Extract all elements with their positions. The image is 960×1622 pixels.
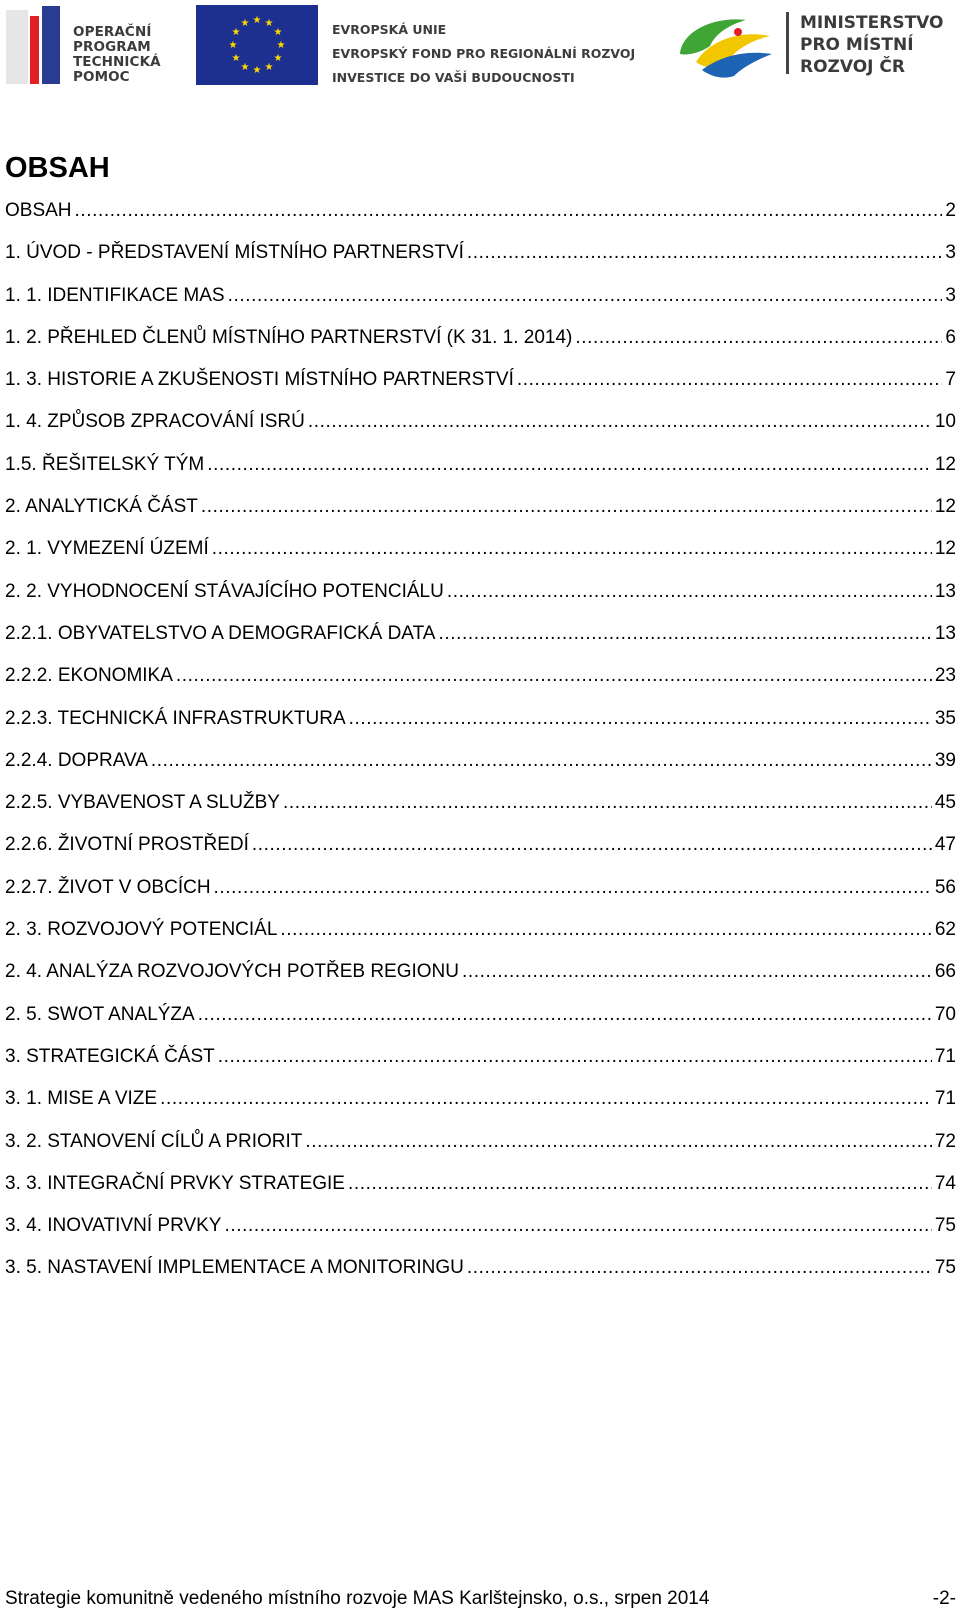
toc-entry-page: 3 — [945, 284, 956, 306]
toc-dot-leader — [283, 792, 932, 814]
svg-text:★: ★ — [264, 18, 274, 29]
svg-text:★: ★ — [231, 53, 241, 64]
toc-entry-page: 62 — [934, 919, 956, 941]
toc-entry[interactable] — [5, 1173, 956, 1215]
toc-entry[interactable] — [5, 200, 956, 242]
op-logo-line: PROGRAM — [73, 39, 151, 55]
toc-entry[interactable] — [5, 834, 956, 876]
eu-line: EVROPSKÝ FOND PRO REGIONÁLNÍ ROZVOJ — [332, 46, 636, 61]
ministry-text — [800, 12, 960, 78]
toc-entry-label: 1. 3. HISTORIE A ZKUŠENOSTI MÍSTNÍHO PARTNERSTVÍ — [5, 369, 514, 391]
svg-text:★: ★ — [240, 62, 250, 73]
toc-entry-page: 75 — [934, 1257, 956, 1279]
toc-dot-leader — [160, 1088, 932, 1110]
toc-entry-label: 2.2.3. TECHNICKÁ INFRASTRUKTURA — [5, 707, 346, 729]
toc-dot-leader — [75, 200, 943, 222]
eu-line: EVROPSKÁ UNIE — [332, 22, 447, 37]
toc-dot-leader — [438, 623, 931, 645]
eu-line: INVESTICE DO VAŠÍ BUDOUCNOSTI — [332, 70, 575, 85]
svg-text:★: ★ — [264, 62, 274, 73]
toc-dot-leader — [212, 538, 932, 560]
toc-entry[interactable] — [5, 877, 956, 919]
toc-entry-page: 71 — [934, 1088, 956, 1110]
toc-entry[interactable] — [5, 581, 956, 623]
toc-entry-page: 23 — [934, 665, 956, 687]
op-logo-line: OPERAČNÍ — [73, 24, 152, 40]
toc-dot-leader — [198, 1004, 932, 1026]
op-logo-line: TECHNICKÁ — [73, 54, 161, 70]
toc-entry-page: 72 — [934, 1130, 956, 1152]
toc-entry-label: 2. 4. ANALÝZA ROZVOJOVÝCH POTŘEB REGIONU — [5, 961, 459, 983]
toc-entry-page: 13 — [934, 622, 956, 644]
toc-entry-page: 3 — [945, 242, 956, 264]
toc-entry-page: 2 — [945, 200, 956, 221]
toc-entry-page: 66 — [934, 961, 956, 983]
toc-entry-page: 56 — [934, 876, 956, 898]
toc-entry-label: 2.2.4. DOPRAVA — [5, 749, 148, 771]
toc-entry-page: 75 — [934, 1215, 956, 1237]
toc-entry-label: 3. 3. INTEGRAČNÍ PRVKY STRATEGIE — [5, 1172, 345, 1194]
toc-entry-label: 2.2.6. ŽIVOTNÍ PROSTŘEDÍ — [5, 834, 249, 856]
toc-entry[interactable] — [5, 285, 956, 327]
toc-entry-label: 1. 1. IDENTIFIKACE MAS — [5, 284, 225, 306]
toc-entry-label: 2. 5. SWOT ANALÝZA — [5, 1003, 195, 1025]
toc-entry-page: 39 — [934, 749, 956, 771]
toc-entry-label: 2. 2. VYHODNOCENÍ STÁVAJÍCÍHO POTENCIÁLU — [5, 580, 444, 602]
toc-dot-leader — [575, 327, 942, 349]
toc-entry-page: 12 — [934, 453, 956, 475]
toc-entry-page: 71 — [934, 1045, 956, 1067]
toc-entry-label: 2. ANALYTICKÁ ČÁST — [5, 496, 198, 518]
toc-entry[interactable] — [5, 327, 956, 369]
ministry-line: PRO MÍSTNÍ — [800, 35, 914, 55]
toc-entry[interactable] — [5, 792, 956, 834]
toc-entry-page: 7 — [945, 369, 956, 391]
toc-dot-leader — [348, 1173, 932, 1195]
eu-fund-text — [332, 18, 642, 90]
toc-entry[interactable] — [5, 538, 956, 580]
svg-text:★: ★ — [252, 15, 262, 26]
toc-entry[interactable] — [5, 919, 956, 961]
toc-dot-leader — [218, 1046, 932, 1068]
toc-entry[interactable] — [5, 1257, 956, 1299]
toc-entry-page: 13 — [934, 580, 956, 602]
toc-list — [5, 200, 956, 1300]
toc-entry-page: 12 — [934, 496, 956, 518]
toc-dot-leader — [305, 1131, 931, 1153]
toc-entry[interactable] — [5, 411, 956, 453]
ministry-divider — [786, 12, 789, 74]
footer-page-number: -2- — [932, 1588, 956, 1609]
ministry-logo-icon — [676, 10, 774, 80]
toc-entry-label: OBSAH — [5, 200, 72, 221]
op-logo-text — [73, 25, 183, 85]
toc-entry-page: 10 — [934, 411, 956, 433]
toc-entry[interactable] — [5, 1004, 956, 1046]
toc-entry-page: 35 — [934, 707, 956, 729]
toc-entry-label: 2.2.7. ŽIVOT V OBCÍCH — [5, 876, 211, 898]
toc-dot-leader — [308, 411, 932, 433]
op-logo-line: POMOC — [73, 69, 130, 85]
toc-dot-leader — [201, 496, 932, 518]
toc-dot-leader — [467, 242, 943, 264]
toc-dot-leader — [176, 665, 932, 687]
toc-entry[interactable] — [5, 242, 956, 284]
logo-bar — [0, 0, 960, 100]
toc-entry[interactable] — [5, 665, 956, 707]
toc-entry-page: 45 — [934, 792, 956, 814]
toc-dot-leader — [462, 961, 932, 983]
toc-entry-label: 2.2.1. OBYVATELSTVO A DEMOGRAFICKÁ DATA — [5, 622, 436, 644]
toc-entry-label: 3. 1. MISE A VIZE — [5, 1088, 158, 1110]
svg-text:★: ★ — [273, 27, 283, 38]
toc-dot-leader — [447, 581, 932, 603]
toc-title: OBSAH — [5, 152, 110, 184]
toc-entry-label: 2.2.2. EKONOMIKA — [5, 665, 173, 687]
toc-entry-label: 2.2.5. VYBAVENOST A SLUŽBY — [5, 792, 280, 814]
svg-text:★: ★ — [240, 18, 250, 29]
footer-text: Strategie komunitně vedeného místního rozvoje MAS Karlštejnsko, o.s., srpen 2014 — [5, 1588, 710, 1609]
ministry-line: MINISTERSTVO — [800, 13, 944, 33]
toc-entry-label: 3. STRATEGICKÁ ČÁST — [5, 1045, 215, 1067]
toc-dot-leader — [467, 1257, 932, 1279]
svg-text:★: ★ — [228, 40, 238, 51]
svg-text:★: ★ — [276, 40, 286, 51]
toc-entry-label: 1. ÚVOD - PŘEDSTAVENÍ MÍSTNÍHO PARTNERSTVÍ — [5, 242, 464, 264]
svg-text:★: ★ — [252, 65, 262, 76]
op-logo-graphic — [6, 6, 62, 86]
toc-entry-page: 70 — [934, 1003, 956, 1025]
eu-flag-icon — [196, 5, 318, 85]
toc-dot-leader — [228, 285, 943, 307]
toc-entry-label: 1. 4. ZPŮSOB ZPRACOVÁNÍ ISRÚ — [5, 411, 305, 433]
toc-entry-page: 74 — [934, 1172, 956, 1194]
toc-entry[interactable] — [5, 496, 956, 538]
toc-entry-label: 3. 4. INOVATIVNÍ PRVKY — [5, 1215, 222, 1237]
toc-entry-label: 1. 2. PŘEHLED ČLENŮ MÍSTNÍHO PARTNERSTVÍ (K 31. 1. 2014) — [5, 326, 573, 348]
toc-entry-page: 12 — [934, 538, 956, 560]
toc-entry[interactable] — [5, 369, 956, 411]
svg-text:★: ★ — [273, 53, 283, 64]
toc-dot-leader — [252, 834, 932, 856]
toc-dot-leader — [207, 454, 932, 476]
toc-entry[interactable] — [5, 961, 956, 1003]
toc-entry-label: 1.5. ŘEŠITELSKÝ TÝM — [5, 453, 205, 475]
toc-entry[interactable] — [5, 454, 956, 496]
toc-entry[interactable] — [5, 1131, 956, 1173]
toc-dot-leader — [280, 919, 931, 941]
toc-entry[interactable] — [5, 708, 956, 750]
toc-entry[interactable] — [5, 1215, 956, 1257]
toc-entry[interactable] — [5, 1046, 956, 1088]
toc-entry-page: 47 — [934, 834, 956, 856]
toc-dot-leader — [224, 1215, 931, 1237]
toc-entry-label: 3. 2. STANOVENÍ CÍLŮ A PRIORIT — [5, 1130, 303, 1152]
op-technical-assistance-logo — [6, 6, 181, 88]
toc-dot-leader — [517, 369, 943, 391]
page-footer — [5, 1588, 956, 1610]
toc-entry[interactable] — [5, 623, 956, 665]
ministry-line: ROZVOJ ČR — [800, 57, 905, 77]
toc-entry-page: 6 — [945, 326, 956, 348]
toc-entry[interactable] — [5, 750, 956, 792]
toc-dot-leader — [151, 750, 932, 772]
toc-dot-leader — [214, 877, 932, 899]
toc-entry-label: 2. 3. ROZVOJOVÝ POTENCIÁL — [5, 919, 278, 941]
toc-entry-label: 2. 1. VYMEZENÍ ÚZEMÍ — [5, 538, 209, 560]
toc-entry-label: 3. 5. NASTAVENÍ IMPLEMENTACE A MONITORINGU — [5, 1257, 464, 1279]
toc-dot-leader — [349, 708, 932, 730]
svg-text:★: ★ — [231, 27, 241, 38]
toc-entry[interactable] — [5, 1088, 956, 1130]
